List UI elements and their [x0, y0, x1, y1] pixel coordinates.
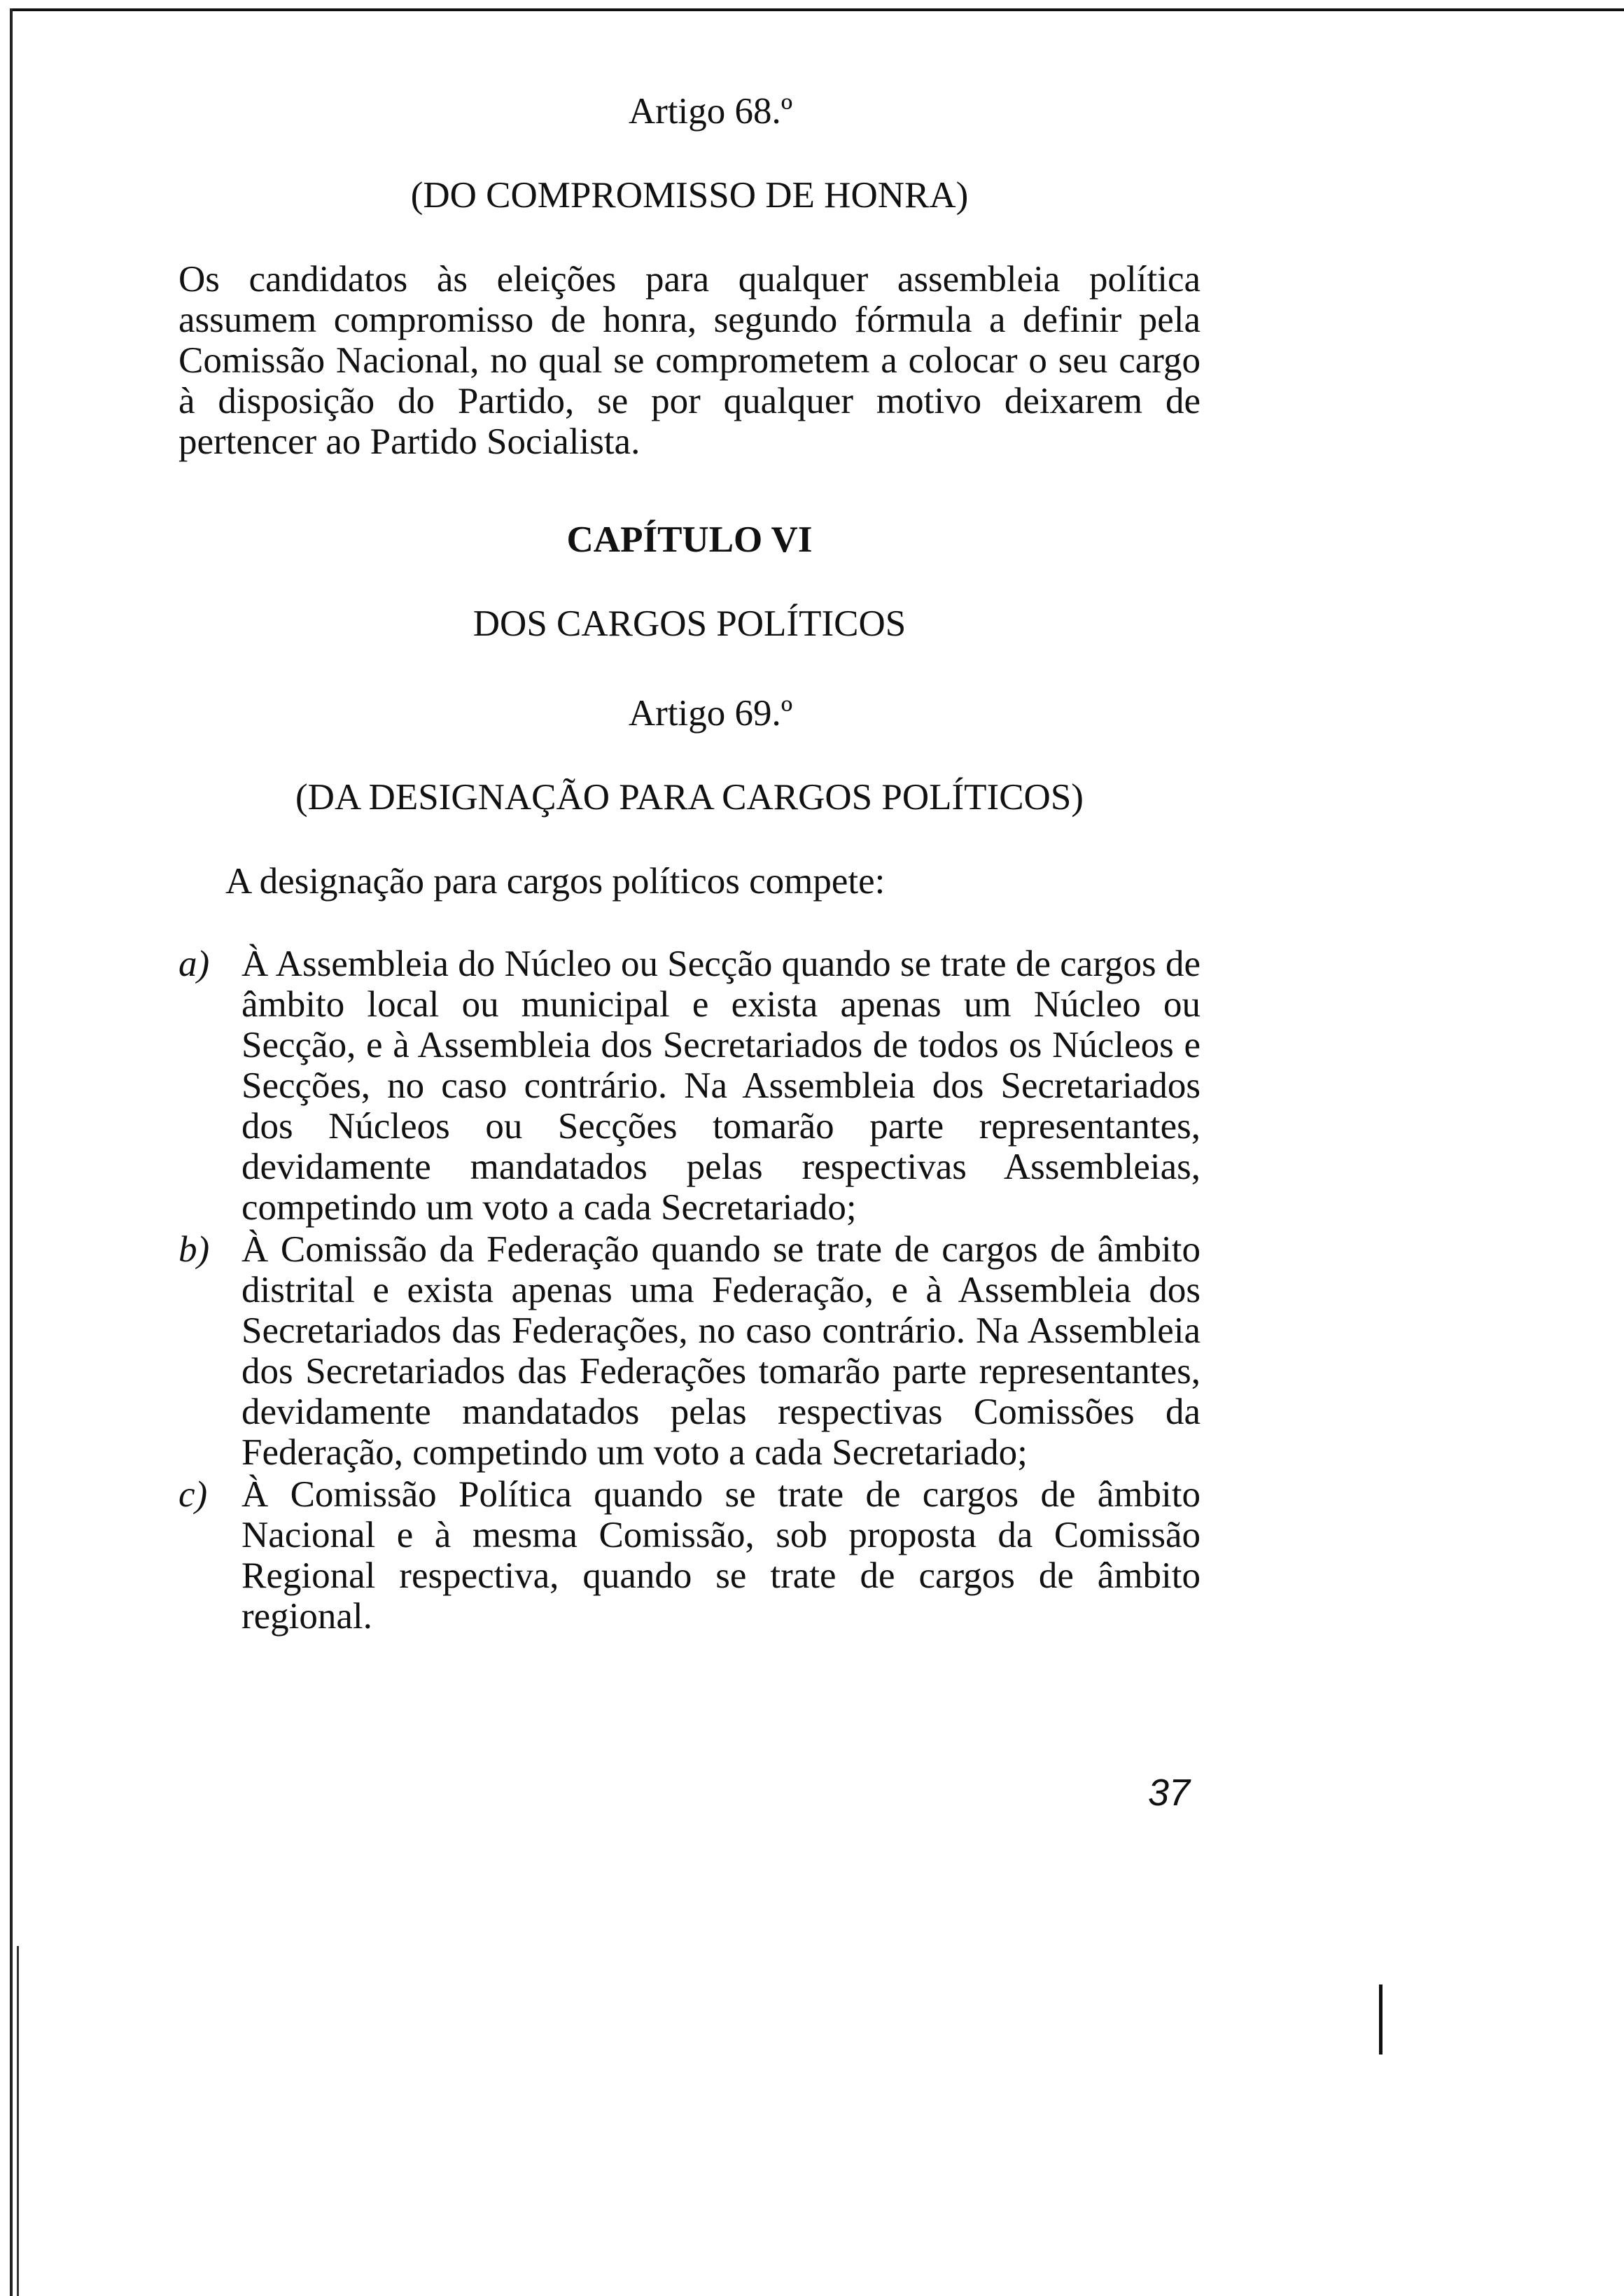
article-69-items	[178, 944, 1200, 1637]
document-page	[178, 91, 1200, 1638]
list-item	[178, 1474, 1200, 1637]
article-69-heading: Artigo 69.º	[628, 693, 793, 734]
scan-edge-left-inner	[17, 1946, 19, 2296]
article-68-paragraph: Os candidatos às eleições para qualquer assembleia política assumem compromisso de honra, segundo fórmula a definir pela Comissão Nacional, no qual se comprometem a colocar o seu cargo à disposição do Partido, se por qualquer motivo deixarem de pertencer ao Partido Socialista.	[178, 259, 1200, 462]
item-letter: b)	[178, 1229, 210, 1270]
page-number: 37	[1148, 1772, 1191, 1814]
margin-mark	[1379, 1984, 1382, 2054]
list-item	[178, 1229, 1200, 1473]
item-text: À Comissão da Federação quando se trate de cargos de âmbito distrital e exista apenas uma Federação, e à Assembleia dos Secretariados das Federações, no caso contrário. Na Assembleia dos Secretariados das Federações tomarão parte representantes, devidamente mandatados pelas respectivas Comissões da Federação, competindo um voto a cada Secretariado;	[241, 1229, 1200, 1473]
article-69-intro: A designação para cargos políticos compete:	[225, 861, 886, 902]
scan-edge-top	[10, 8, 1624, 11]
chapter-subtitle: DOS CARGOS POLÍTICOS	[472, 603, 906, 644]
item-letter: a)	[178, 944, 210, 984]
article-68-subtitle: (DO COMPROMISSO DE HONRA)	[410, 175, 969, 216]
item-text: À Assembleia do Núcleo ou Secção quando se trate de cargos de âmbito local ou municipal e exista apenas um Núcleo ou Secção, e à Assembleia dos Secretariados de todos os Núcleos e Secções, no caso contrário. Na Assembleia dos Secretariados dos Núcleos ou Secções tomarão parte representantes, devidamente mandatados pelas respectivas Assembleias, competindo um voto a cada Secretariado;	[241, 944, 1200, 1228]
article-69-subtitle: (DA DESIGNAÇÃO PARA CARGOS POLÍTICOS)	[295, 777, 1084, 818]
scan-edge-left	[10, 8, 13, 2296]
item-letter: c)	[178, 1474, 208, 1515]
list-item	[178, 944, 1200, 1228]
chapter-title: CAPÍTULO VI	[566, 519, 813, 560]
item-text: À Comissão Política quando se trate de cargos de âmbito Nacional e à mesma Comissão, sob proposta da Comissão Regional respectiva, quando se trate de cargos de âmbito regional.	[241, 1474, 1200, 1637]
article-68-heading: Artigo 68.º	[628, 91, 793, 132]
